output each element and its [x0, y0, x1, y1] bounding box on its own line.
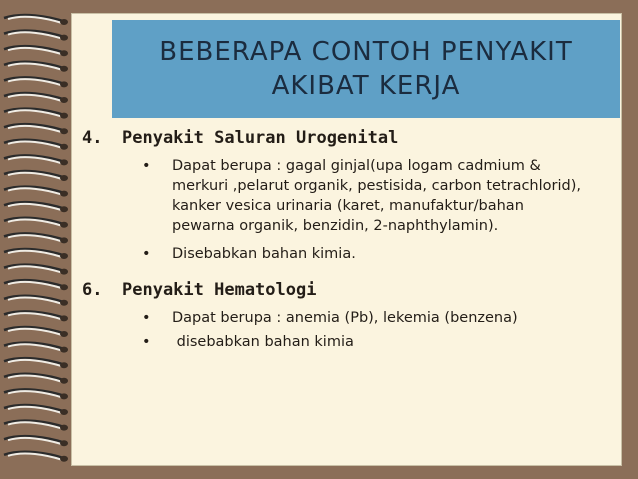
spiral-binding — [0, 0, 70, 479]
title-line-2: AKIBAT KERJA — [271, 71, 461, 101]
section-title: Penyakit Saluran Urogenital — [122, 128, 399, 148]
binding-hole — [60, 269, 68, 275]
binding-hole — [60, 50, 68, 56]
bullet-icon: • — [142, 158, 151, 174]
section-number: 4. — [82, 128, 103, 148]
section-number: 6. — [82, 280, 103, 300]
binding-hole — [60, 206, 68, 212]
bullet-icon: • — [142, 334, 151, 350]
binding-hole — [60, 300, 68, 306]
binding-hole — [60, 331, 68, 337]
binding-hole — [60, 393, 68, 399]
binding-hole — [60, 159, 68, 165]
binding-hole — [60, 175, 68, 181]
bullet-icon: • — [142, 310, 151, 326]
binding-hole — [60, 440, 68, 446]
section-title: Penyakit Hematologi — [122, 280, 317, 300]
binding-hole — [60, 409, 68, 415]
binding-hole — [60, 362, 68, 368]
binding-hole — [60, 35, 68, 41]
title-line-1: BEBERAPA CONTOH PENYAKIT — [159, 37, 573, 67]
binding-hole — [60, 97, 68, 103]
binding-hole — [60, 347, 68, 353]
binding-hole — [60, 284, 68, 290]
list-item — [82, 308, 610, 328]
bullet-icon: • — [142, 246, 151, 262]
binding-hole — [60, 237, 68, 243]
binding-hole — [60, 113, 68, 119]
binding-hole — [60, 425, 68, 431]
bullet-text: disebabkan bahan kimia — [172, 334, 354, 350]
slide-title — [112, 20, 620, 118]
bullet-list — [82, 308, 610, 352]
binding-hole — [60, 66, 68, 72]
binding-hole — [60, 456, 68, 462]
bullet-text: Disebabkan bahan kimia. — [172, 246, 356, 262]
binding-hole — [60, 191, 68, 197]
binding-hole — [60, 315, 68, 321]
binding-hole — [60, 253, 68, 259]
binding-hole — [60, 144, 68, 150]
bullet-text: Dapat berupa : gagal ginjal(upa logam cadmium & merkuri ,pelarut organik, pestisida, carbon tetrachlorid), kanker vesica urinaria (karet, manufaktur/bahan pewarna organik, benzidin, 2-naphthylamin). — [172, 158, 581, 234]
slide-content — [82, 126, 610, 360]
binding-hole — [60, 222, 68, 228]
binding-hole — [60, 128, 68, 134]
bullet-list — [82, 156, 610, 264]
list-item — [82, 244, 610, 264]
list-item — [82, 332, 610, 352]
section-heading — [82, 278, 610, 302]
list-item — [82, 156, 610, 236]
section-heading — [82, 126, 610, 150]
bullet-text: Dapat berupa : anemia (Pb), lekemia (benzena) — [172, 310, 518, 326]
binding-hole — [60, 81, 68, 87]
binding-hole — [60, 19, 68, 25]
binding-hole — [60, 378, 68, 384]
